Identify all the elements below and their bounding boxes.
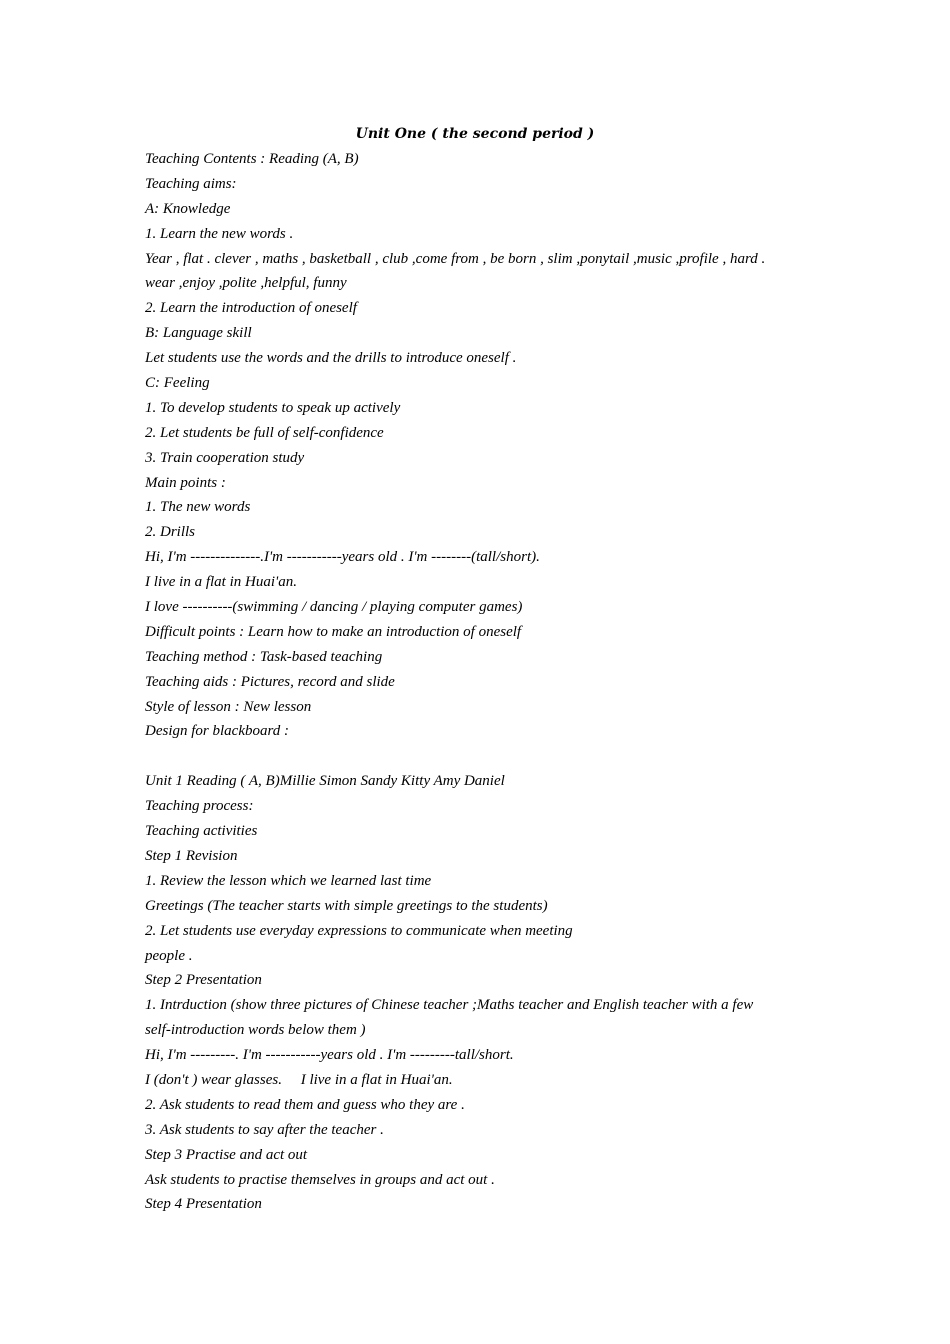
text-line: Teaching activities: [145, 823, 258, 840]
blank-line: [145, 744, 785, 769]
text-line: I (don't ) wear glasses. I live in a flat in Huai'an.: [145, 1071, 453, 1088]
text-line: Step 2 Presentation: [145, 972, 262, 989]
text-line: Teaching Contents : Reading (A, B): [145, 151, 359, 167]
text-line: C: Feeling: [145, 375, 210, 392]
text-line: 1. Intrduction (show three pictures of Chinese teacher ;Maths teacher and English teacher with a few: [145, 997, 754, 1014]
text-line: A: Knowledge: [145, 200, 231, 217]
text-line: self-introduction words below them ): [145, 1022, 366, 1039]
text-line: Hi, I'm --------------.I'm -----------years old . I'm --------(tall/short).: [145, 549, 540, 566]
document-title: Unit One ( the second period ): [355, 126, 595, 142]
text-line: Teaching aids : Pictures, record and slide: [145, 673, 395, 690]
text-line: Teaching process:: [145, 798, 254, 815]
text-line: 2. Learn the introduction of oneself: [145, 300, 357, 317]
text-line: Style of lesson : New lesson: [145, 698, 312, 715]
text-line: 2. Let students use everyday expressions to communicate when meeting: [145, 922, 573, 939]
text-line: Difficult points : Learn how to make an introduction of oneself: [145, 623, 522, 640]
text-line: I live in a flat in Huai'an.: [145, 574, 297, 591]
text-line: wear ,enjoy ,polite ,helpful, funny: [145, 275, 347, 292]
text-line: 3. Train cooperation study: [145, 449, 305, 466]
text-line: Greetings (The teacher starts with simple greetings to the students): [145, 897, 548, 914]
text-line: I love ----------(swimming / dancing / playing computer games): [145, 599, 523, 616]
text-line: people .: [145, 947, 193, 964]
text-line: Ask students to practise themselves in groups and act out .: [145, 1171, 495, 1188]
text-line: 2. Ask students to read them and guess who they are .: [145, 1096, 465, 1113]
text-line: Step 3 Practise and act out: [145, 1146, 308, 1163]
text-line: 2. Let students be full of self-confidence: [145, 424, 384, 441]
text-line: Year , flat . clever , maths , basketball , club ,come from , be born , slim ,ponytail ,music ,profile , hard .: [145, 250, 766, 267]
text-line: Unit 1 Reading ( A, B)Millie Simon Sandy Kitty Amy Daniel: [145, 773, 505, 790]
text-line: 2. Drills: [145, 524, 196, 541]
text-line: Step 4 Presentation: [145, 1196, 262, 1213]
text-line: 1. Review the lesson which we learned last time: [145, 872, 432, 889]
text-line: Design for blackboard :: [145, 723, 290, 740]
text-line: Step 1 Revision: [145, 847, 238, 864]
text-line: 1. To develop students to speak up actively: [145, 399, 401, 416]
text-line: Teaching method : Task-based teaching: [145, 648, 383, 665]
text-line: Main points :: [145, 474, 226, 491]
text-line: 1. Learn the new words .: [145, 225, 294, 242]
text-line: Let students use the words and the drills to introduce oneself .: [145, 350, 517, 367]
text-line: 1. The new words: [145, 499, 251, 516]
text-line: 3. Ask students to say after the teacher .: [145, 1121, 384, 1138]
text-line: Teaching aims:: [145, 175, 237, 192]
document-body: [145, 147, 785, 1217]
text-line: B: Language skill: [145, 325, 252, 342]
text-line: Hi, I'm ---------. I'm -----------years old . I'm ---------tall/short.: [145, 1047, 514, 1064]
